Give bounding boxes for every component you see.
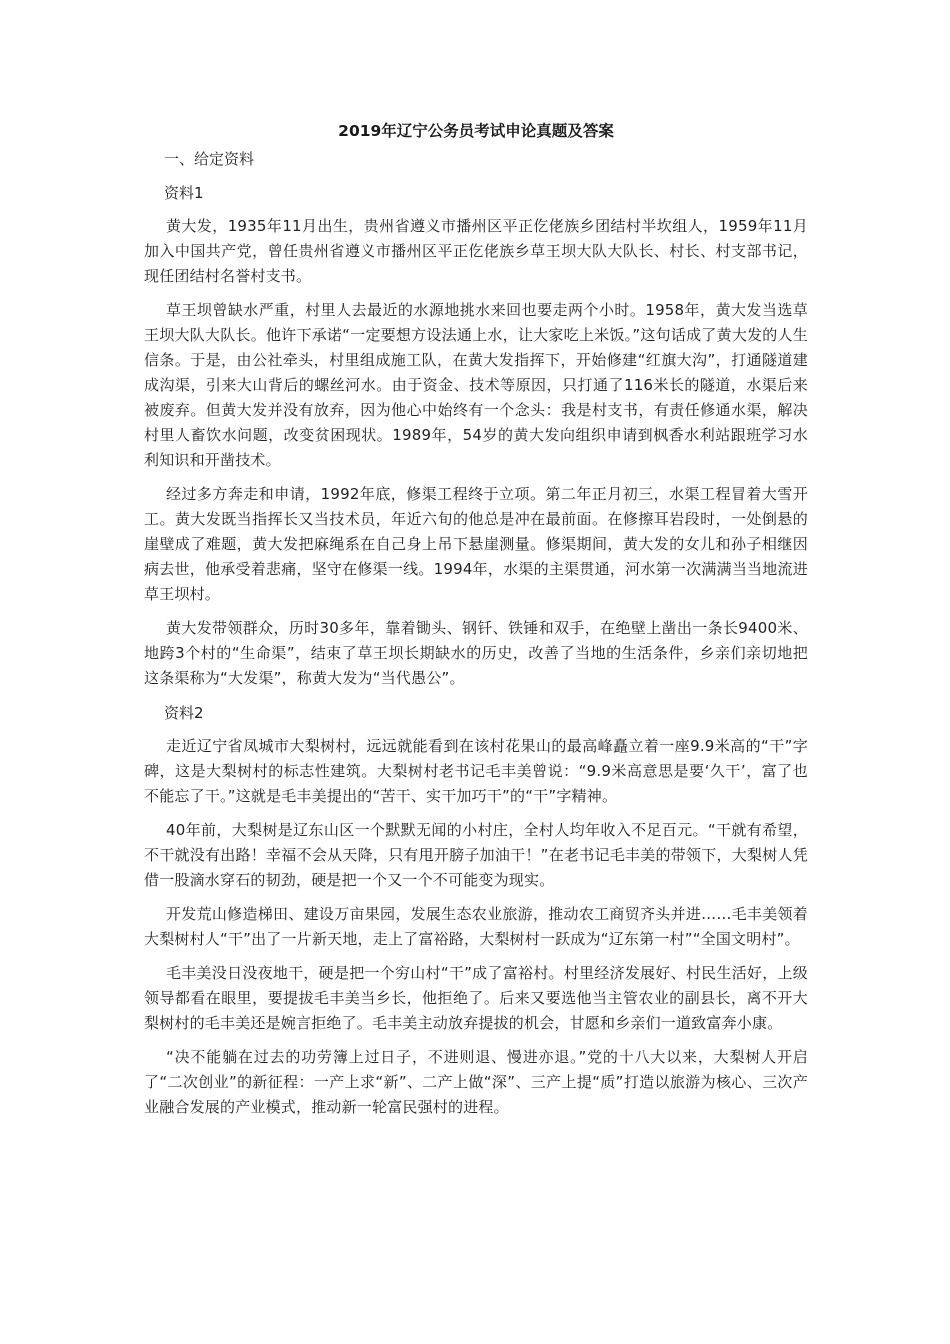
material-1-paragraph-4: 黄大发带领群众，历时30多年，靠着锄头、钢钎、铁锤和双手，在绝壁上凿出一条长9400米、地跨3个村的“生命渠”，结束了草王坝长期缺水的历史，改善了当地的生活条件，乡亲们亲切地把这条渠称为“大发渠”，称黄大发为“当代愚公”。 [144, 619, 808, 687]
material-1-label: 资料1 [164, 184, 204, 202]
material-2-paragraph-1: 走近辽宁省凤城市大梨树村，远远就能看到在该村花果山的最高峰矗立着一座9.9米高的“干”字碑，这是大梨树村的标志性建筑。大梨树村老书记毛丰美曾说：“9.9米高意思是要‘久干’，富了也不能忘了干。”这就是毛丰美提出的“苦干、实干加巧干”的“干”字精神。 [144, 737, 808, 805]
document-body [144, 118, 808, 1129]
material-2-paragraph-4: 毛丰美没日没夜地干，硬是把一个穷山村“干”成了富裕村。村里经济发展好、村民生活好，上级领导都看在眼里，要提拔毛丰美当乡长，他拒绝了。后来又要选他当主管农业的副县长，离不开大梨树村的毛丰美还是婉言拒绝了。毛丰美主动放弃提拔的机会，甘愿和乡亲们一道致富奔小康。 [144, 964, 808, 1032]
material-1-paragraph-1: 黄大发，1935年11月出生，贵州省遵义市播州区平正仡佬族乡团结村半坎组人，1959年11月加入中国共产党，曾任贵州省遵义市播州区平正仡佬族乡草王坝大队大队长、村长、村支部书记，现任团结村名誉村支书。 [144, 217, 808, 285]
material-1-paragraph-2: 草王坝曾缺水严重，村里人去最近的水源地挑水来回也要走两个小时。1958年，黄大发当选草王坝大队大队长。他许下承诺“一定要想方设法通上水，让大家吃上米饭。”这句话成了黄大发的人生信条。于是，由公社牵头，村里组成施工队，在黄大发指挥下，开始修建“红旗大沟”，打通隧道建成沟渠，引来大山背后的螺丝河水。由于资金、技术等原因，只打通了116米长的隧道，水渠后来被废弃。但黄大发并没有放弃，因为他心中始终有一个念头：我是村支书，有责任修通水渠，解决村里人畜饮水问题，改变贫困现状。1989年，54岁的黄大发向组织申请到枫香水利站跟班学习水利知识和开凿技术。 [144, 301, 808, 469]
material-2-paragraph-2: 40年前，大梨树是辽东山区一个默默无闻的小村庄，全村人均年收入不足百元。“干就有希望，不干就没有出路！幸福不会从天降，只有甩开膀子加油干！”在老书记毛丰美的带领下，大梨树人凭借一股滴水穿石的韧劲，硬是把一个又一个不可能变为现实。 [144, 821, 808, 889]
material-2-paragraph-5: “决不能躺在过去的功劳簿上过日子，不进则退、慢进亦退。”党的十八大以来，大梨树人开启了“二次创业”的新征程：一产上求“新”、二产上做“深”、三产上提“质”打造以旅游为核心、三次产业融合发展的产业模式，推动新一轮富民强村的进程。 [144, 1048, 808, 1116]
document-title: 2019年辽宁公务员考试申论真题及答案 [338, 122, 614, 140]
material-2-paragraph-3: 开发荒山修造梯田、建设万亩果园，发展生态农业旅游，推动农工商贸齐头并进……毛丰美领着大梨树村人“干”出了一片新天地，走上了富裕路，大梨树村一跃成为“辽东第一村”“全国文明村”。 [144, 905, 808, 948]
material-2-label: 资料2 [164, 704, 204, 722]
material-1-paragraph-3: 经过多方奔走和申请，1992年底，修渠工程终于立项。第二年正月初三，水渠工程冒着大雪开工。黄大发既当指挥长又当技术员，年近六旬的他总是冲在最前面。在修擦耳岩段时，一处倒悬的崖壁成了难题，黄大发把麻绳系在自己身上吊下悬崖测量。修渠期间，黄大发的女儿和孙子相继因病去世，他承受着悲痛，坚守在修渠一线。1994年，水渠的主渠贯通，河水第一次满满当当地流进草王坝村。 [144, 485, 808, 603]
section-heading: 一、给定资料 [164, 150, 255, 168]
